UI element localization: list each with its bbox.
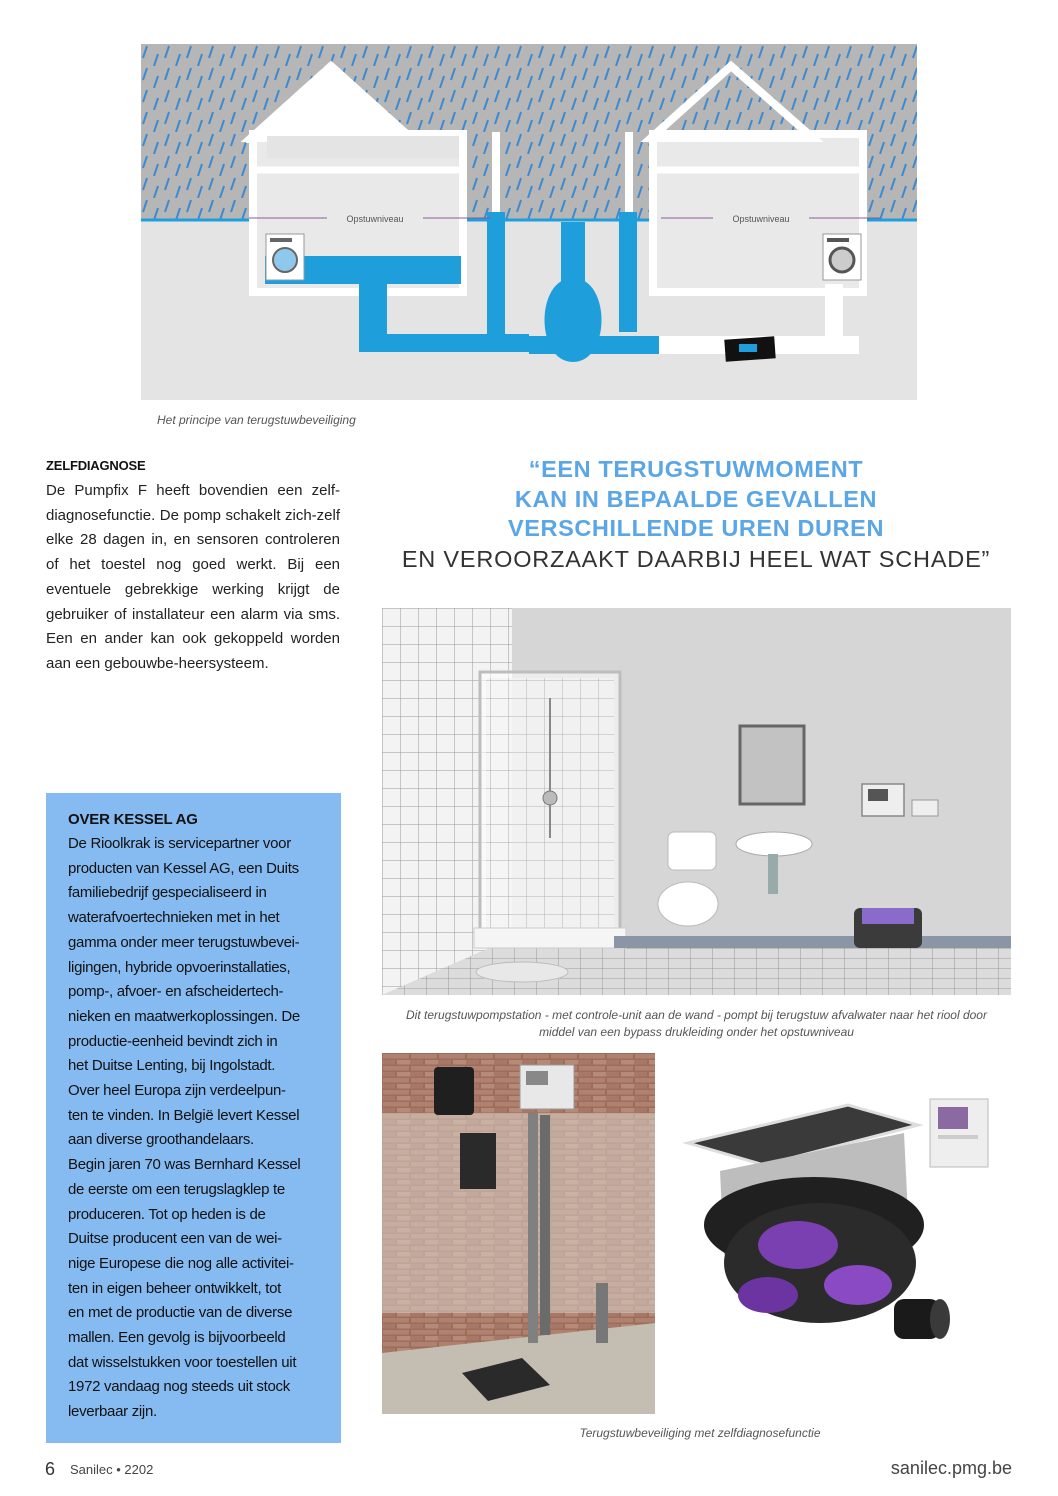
caption-line-1: Dit terugstuwpompstation - met controle-unit aan de wand - pompt bij terugstuw afvalwater naar het riool door [406, 1008, 987, 1022]
quote-line-2: KAN IN BEPAALDE GEVALLEN [514, 485, 878, 512]
bathroom-pump-station-photo [382, 608, 1011, 995]
kessel-line: De Rioolkrak is servicepartner voor [68, 835, 291, 852]
kessel-line: ligingen, hybride opvoerinstallaties, [68, 958, 291, 976]
kessel-line: mallen. Een gevolg is bijvoorbeeld [68, 1329, 286, 1347]
kessel-line: 1972 vandaag nog steeds uit stock [68, 1378, 290, 1396]
kessel-line: het Duitse Lenting, bij Ingolstadt. [68, 1057, 276, 1075]
kessel-line: leverbaar zijn. [68, 1403, 157, 1421]
downpipe-right [625, 132, 633, 212]
publication-issue: Sanilec • 2202 [70, 1462, 154, 1477]
downpipe-left [492, 132, 500, 212]
kessel-line: ten te vinden. In België levert Kessel [68, 1106, 300, 1124]
cellar-installation-photo [382, 1053, 655, 1414]
left-level-label: Opstuwniveau [346, 214, 404, 224]
caption-line-2: middel van een bypass drukleiding onder het opstuwniveau [539, 1025, 854, 1039]
kessel-line: nige Europese die nog alle activitei- [68, 1254, 294, 1272]
kessel-info-box [46, 793, 341, 1443]
kessel-line: Over heel Europa zijn verdeelpun- [68, 1082, 286, 1100]
bathroom-photo-caption [382, 1007, 1011, 1041]
kessel-line: dat wisselstukken voor toestellen uit [68, 1353, 297, 1371]
kessel-line: productie-eenheid bevindt zich in [68, 1032, 278, 1050]
kessel-line: aan diverse groothandelaars. [68, 1131, 254, 1149]
kessel-body [68, 832, 323, 1425]
diagram-caption: Het principe van terugstuwbeveiliging [157, 413, 356, 427]
kessel-line: familiebedrijf gespecialiseerd in [68, 884, 267, 902]
quote-line-4: EN VEROORZAAKT DAARBIJ HEEL WAT SCHADE” [401, 545, 991, 572]
kessel-line: nieken en maatwerkoplossingen. De [68, 1007, 300, 1025]
pull-quote [380, 455, 1012, 574]
kessel-line: Duitse producent een van de wei- [68, 1230, 282, 1248]
kessel-line: de eerste om een terugslagklep te [68, 1180, 285, 1198]
kessel-line: ten in eigen beheer ontwikkelt, tot [68, 1279, 281, 1297]
zelfdiagnose-body: De Pumpfix F heeft bovendien een zelf-diagnosefunctie. De pomp schakelt zich-zelf elke 28 dagen in, en sensoren controleren of het toestel nog goed werkt. Bij een eventuele gebrekkige werking krijgt de gebruiker of installateur een alarm via sms. Een en ander kan ook gekoppeld worden aan een gebouwbe-heersysteem. [46, 482, 340, 672]
page-number: 6 [45, 1459, 56, 1479]
zelfdiagnose-heading: ZELFDIAGNOSE [46, 458, 146, 473]
kessel-line: waterafvoertechnieken met in het [68, 909, 280, 927]
website-link[interactable]: sanilec.pmg.be [890, 1458, 1012, 1478]
kessel-line: producten van Kessel AG, een Duits [68, 859, 299, 877]
kessel-line: pomp-, afvoer- en afscheidertech- [68, 983, 284, 1001]
quote-line-1: “EEN TERUGSTUWMOMENT [528, 456, 864, 482]
kessel-heading: OVER KESSEL AG [68, 811, 198, 828]
kessel-line: en met de productie van de diverse [68, 1304, 293, 1322]
product-photo-caption: Terugstuwbeveiliging met zelfdiagnosefunctie [579, 1426, 821, 1440]
backflow-diagram [141, 44, 917, 400]
product-render-photo [668, 1085, 1012, 1385]
quote-line-3: VERSCHILLENDE UREN DUREN [507, 515, 885, 541]
kessel-line: gamma onder meer terugstuwbevei- [68, 933, 300, 951]
kessel-line: Begin jaren 70 was Bernhard Kessel [68, 1156, 301, 1174]
kessel-line: produceren. Tot op heden is de [68, 1205, 266, 1223]
right-level-label: Opstuwniveau [732, 214, 790, 224]
